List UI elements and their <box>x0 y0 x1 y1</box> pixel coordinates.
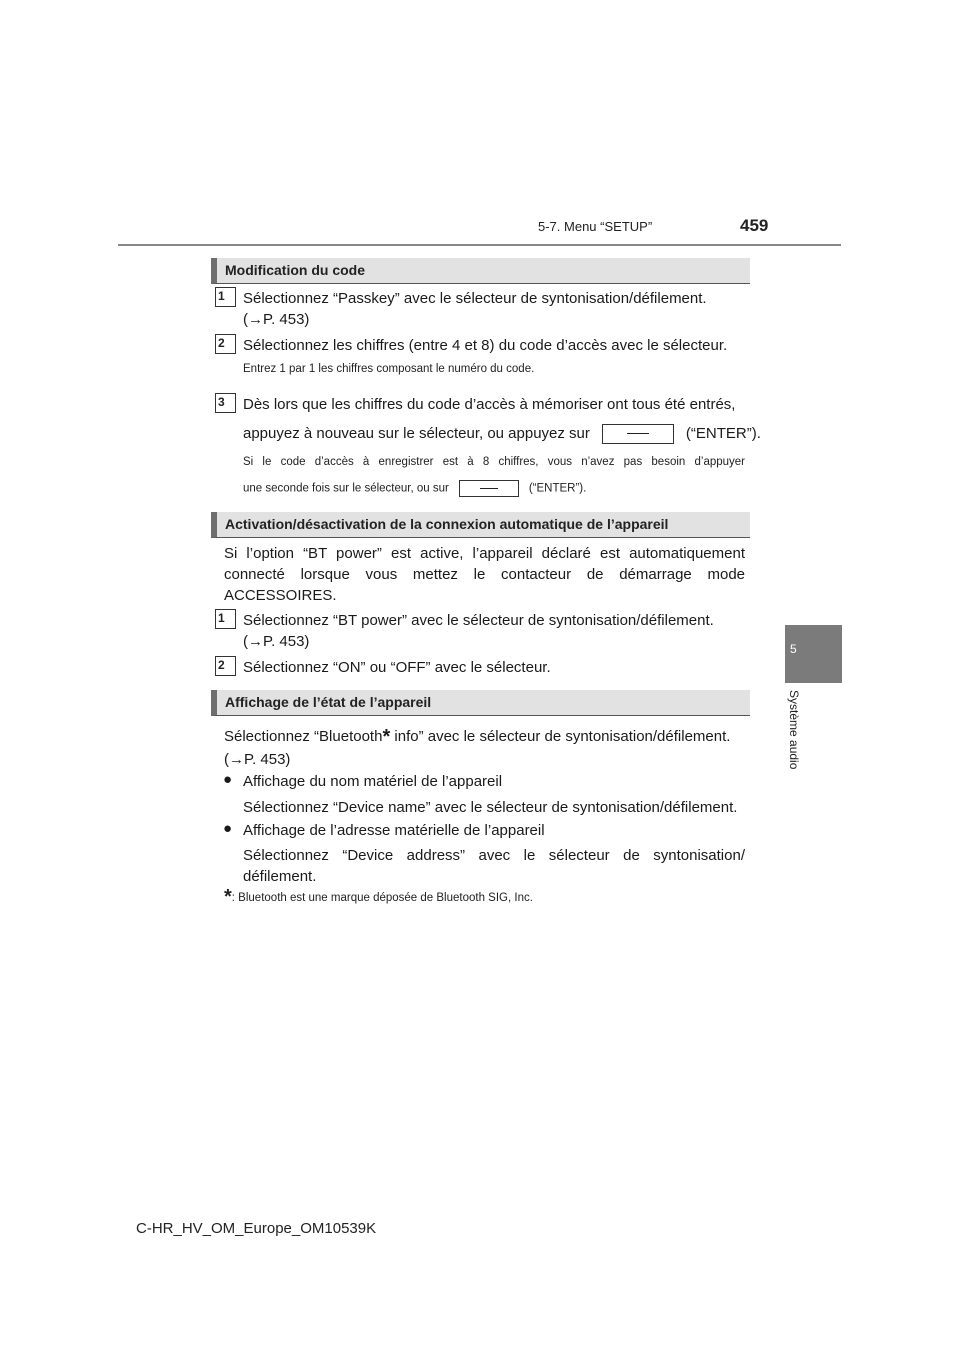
bullet-icon: ● <box>223 771 233 788</box>
step-note: Entrez 1 par 1 les chiffres composant le numéro du code. <box>243 363 535 375</box>
section-title: Affichage de l’état de l’appareil <box>225 694 432 710</box>
section-title: Modification du code <box>225 262 365 278</box>
section-intro <box>224 726 745 747</box>
document-id: C-HR_HV_OM_Europe_OM10539K <box>136 1220 377 1237</box>
page-reference: (→P. 453) <box>243 633 310 650</box>
footnote <box>224 886 533 908</box>
step-badge: 3 <box>215 393 236 413</box>
intro-part: Sélectionnez “Bluetooth <box>224 728 383 745</box>
step-text-cont <box>243 423 761 444</box>
step-text: Sélectionnez “Passkey” avec le sélecteur de syntonisation/défilement. <box>243 290 707 307</box>
step-text: Sélectionnez “BT power” avec le sélecteur de syntonisation/défilement. <box>243 612 714 629</box>
bullet-icon: ● <box>223 820 233 837</box>
enter-button-icon <box>602 424 674 444</box>
step-badge: 2 <box>215 656 236 676</box>
page-reference: (→P. 453) <box>224 751 291 768</box>
page-number: 459 <box>740 216 769 235</box>
step-text: Sélectionnez “ON” ou “OFF” avec le sélecteur. <box>243 659 551 676</box>
note-part: (“ENTER”). <box>528 482 587 495</box>
step-text-part: appuyez à nouveau sur le sélecteur, ou appuyez sur <box>243 425 590 442</box>
section-heading-code <box>211 258 750 284</box>
step-badge: 1 <box>215 609 236 629</box>
chapter-tab-label: Système audio <box>787 690 801 770</box>
step-text-part: (“ENTER”). <box>685 425 761 442</box>
bullet-text: Sélectionnez “Device name” avec le sélecteur de syntonisation/défilement. <box>243 799 738 816</box>
page-reference: (→P. 453) <box>243 311 310 328</box>
intro-part: info” avec le sélecteur de syntonisation/défilement. <box>390 728 731 745</box>
section-title: Activation/désactivation de la connexion automatique de l’appareil <box>225 516 669 532</box>
note-part: une seconde fois sur le sélecteur, ou sur <box>243 482 449 495</box>
section-intro: Si l’option “BT power” est active, l’appareil déclaré est automatiquement connecté lorsque vous mettez le contacteur de démarrage mode ACCESSOIRES. <box>224 545 745 604</box>
bullet-title: Affichage de l’adresse matérielle de l’appareil <box>243 822 545 839</box>
step-text: Dès lors que les chiffres du code d’accès à mémoriser ont tous été entrés, <box>243 396 736 413</box>
bullet-text: Sélectionnez “Device address” avec le sélecteur de syntonisation/ défilement. <box>243 847 745 885</box>
footnote-text: : Bluetooth est une marque déposée de Bluetooth SIG, Inc. <box>231 892 533 904</box>
header-divider <box>118 244 841 246</box>
asterisk-mark: * <box>382 726 391 748</box>
step-badge: 2 <box>215 334 236 354</box>
asterisk-mark: * <box>224 886 232 908</box>
section-heading-autoconnect <box>211 512 750 538</box>
chapter-tab-number: 5 <box>790 642 797 656</box>
step-note: Si le code d’accès à enregistrer est à 8 chiffres, vous n’avez pas besoin d’appuyer <box>243 456 745 468</box>
bullet-title: Affichage du nom matériel de l’appareil <box>243 773 503 790</box>
step-note-cont <box>243 480 586 497</box>
step-badge: 1 <box>215 287 236 307</box>
enter-button-icon <box>459 480 519 497</box>
section-heading-device-status <box>211 690 750 716</box>
step-text: Sélectionnez les chiffres (entre 4 et 8) du code d’accès avec le sélecteur. <box>243 337 728 354</box>
chapter-heading: 5-7. Menu “SETUP” <box>538 219 653 234</box>
